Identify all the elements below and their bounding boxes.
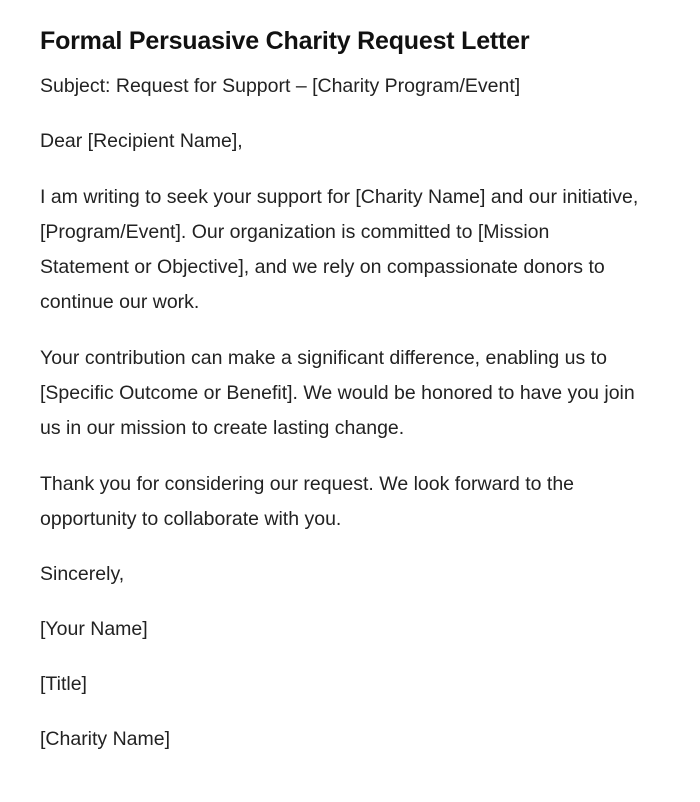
letter-paragraph-thanks: Thank you for considering our request. We look forward to the opportunity to collaborate with you. bbox=[40, 472, 575, 530]
signature-title: [Title] bbox=[40, 673, 87, 696]
letter-paragraph-intro: I am writing to seek your support for [Charity Name] and our initiative, [Program/Event]. Our organization is committed to [Mission Statement or Objective], and we rely on compassionate donors to continue our work. bbox=[40, 185, 639, 314]
signature-organization: [Charity Name] bbox=[40, 728, 171, 751]
letter-subject: Subject: Request for Support – [Charity Program/Event] bbox=[40, 75, 521, 97]
signature-name: [Your Name] bbox=[40, 618, 148, 641]
letter-paragraph-impact: Your contribution can make a significant difference, enabling us to [Specific Outcome or Benefit]. We would be honored to have you join us in our mission to create lasting change. bbox=[40, 346, 635, 440]
letter-greeting: Dear [Recipient Name], bbox=[40, 130, 243, 153]
letter-title: Formal Persuasive Charity Request Letter bbox=[40, 27, 530, 55]
letter-closing: Sincerely, bbox=[40, 563, 125, 586]
